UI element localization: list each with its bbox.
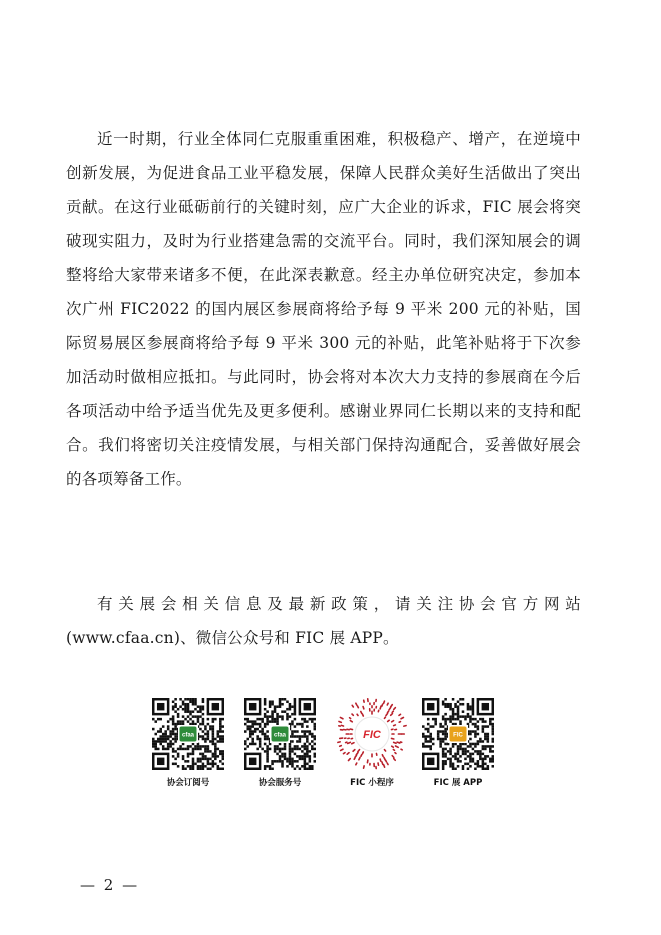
qr-label-miniprogram: FIC 小程序: [350, 778, 394, 788]
qr-logo-icon: FIC: [453, 732, 463, 739]
qr-item-service[interactable]: [240, 698, 320, 788]
qr-label-service: 协会服务号: [258, 778, 302, 788]
qr-logo-icon: cfaa: [273, 732, 287, 739]
qr-item-miniprogram[interactable]: [332, 698, 412, 788]
page-number: — 2 —: [80, 876, 140, 894]
qr-logo-icon: cfaa: [181, 732, 195, 739]
qr-item-app[interactable]: [418, 698, 498, 788]
qr-code-app[interactable]: [422, 698, 494, 770]
body-paragraph-1: 近一时期，行业全体同仁克服重重困难，积极稳产、增产，在逆境中创新发展，为促进食品工业平稳发展，保障人民群众美好生活做出了突出贡献。在这行业砥砺前行的关键时刻，应广大企业的诉求，FIC 展会将突破现实阻力，及时为行业搭建急需的交流平台。同时，我们深知展会的调整将给大家带来诸多不便，在此深表歉意。经主办单位研究决定，参加本次广州 FIC2022 的国内展区参展商将给予每 9 平米 200 元的补贴，国际贸易展区参展商将给予每 9 平米 300 元的补贴，此笔补贴将于下次参加活动时做相应抵扣。与此同时，协会将对本次大力支持的参展商在今后各项活动中给予适当优先及更多便利。感谢业界同仁长期以来的支持和配合。我们将密切关注疫情发展，与相关部门保持沟通配合，妥善做好展会的各项筹备工作。: [66, 130, 581, 488]
qr-label-app: FIC 展 APP: [433, 778, 483, 788]
fic-logo-icon: FIC: [363, 729, 381, 741]
qr-item-subscription[interactable]: [148, 698, 228, 788]
qr-code-service[interactable]: [244, 698, 316, 770]
qr-code-subscription[interactable]: [152, 698, 224, 770]
qr-label-subscription: 协会订阅号: [166, 778, 210, 788]
qr-code-miniprogram[interactable]: [336, 698, 408, 770]
body-paragraph-2: 有关展会相关信息及最新政策，请关注协会官方网站 (www.cfaa.cn)、微信公众号和 FIC 展 APP。: [66, 595, 581, 647]
qr-code-row: [148, 698, 498, 798]
